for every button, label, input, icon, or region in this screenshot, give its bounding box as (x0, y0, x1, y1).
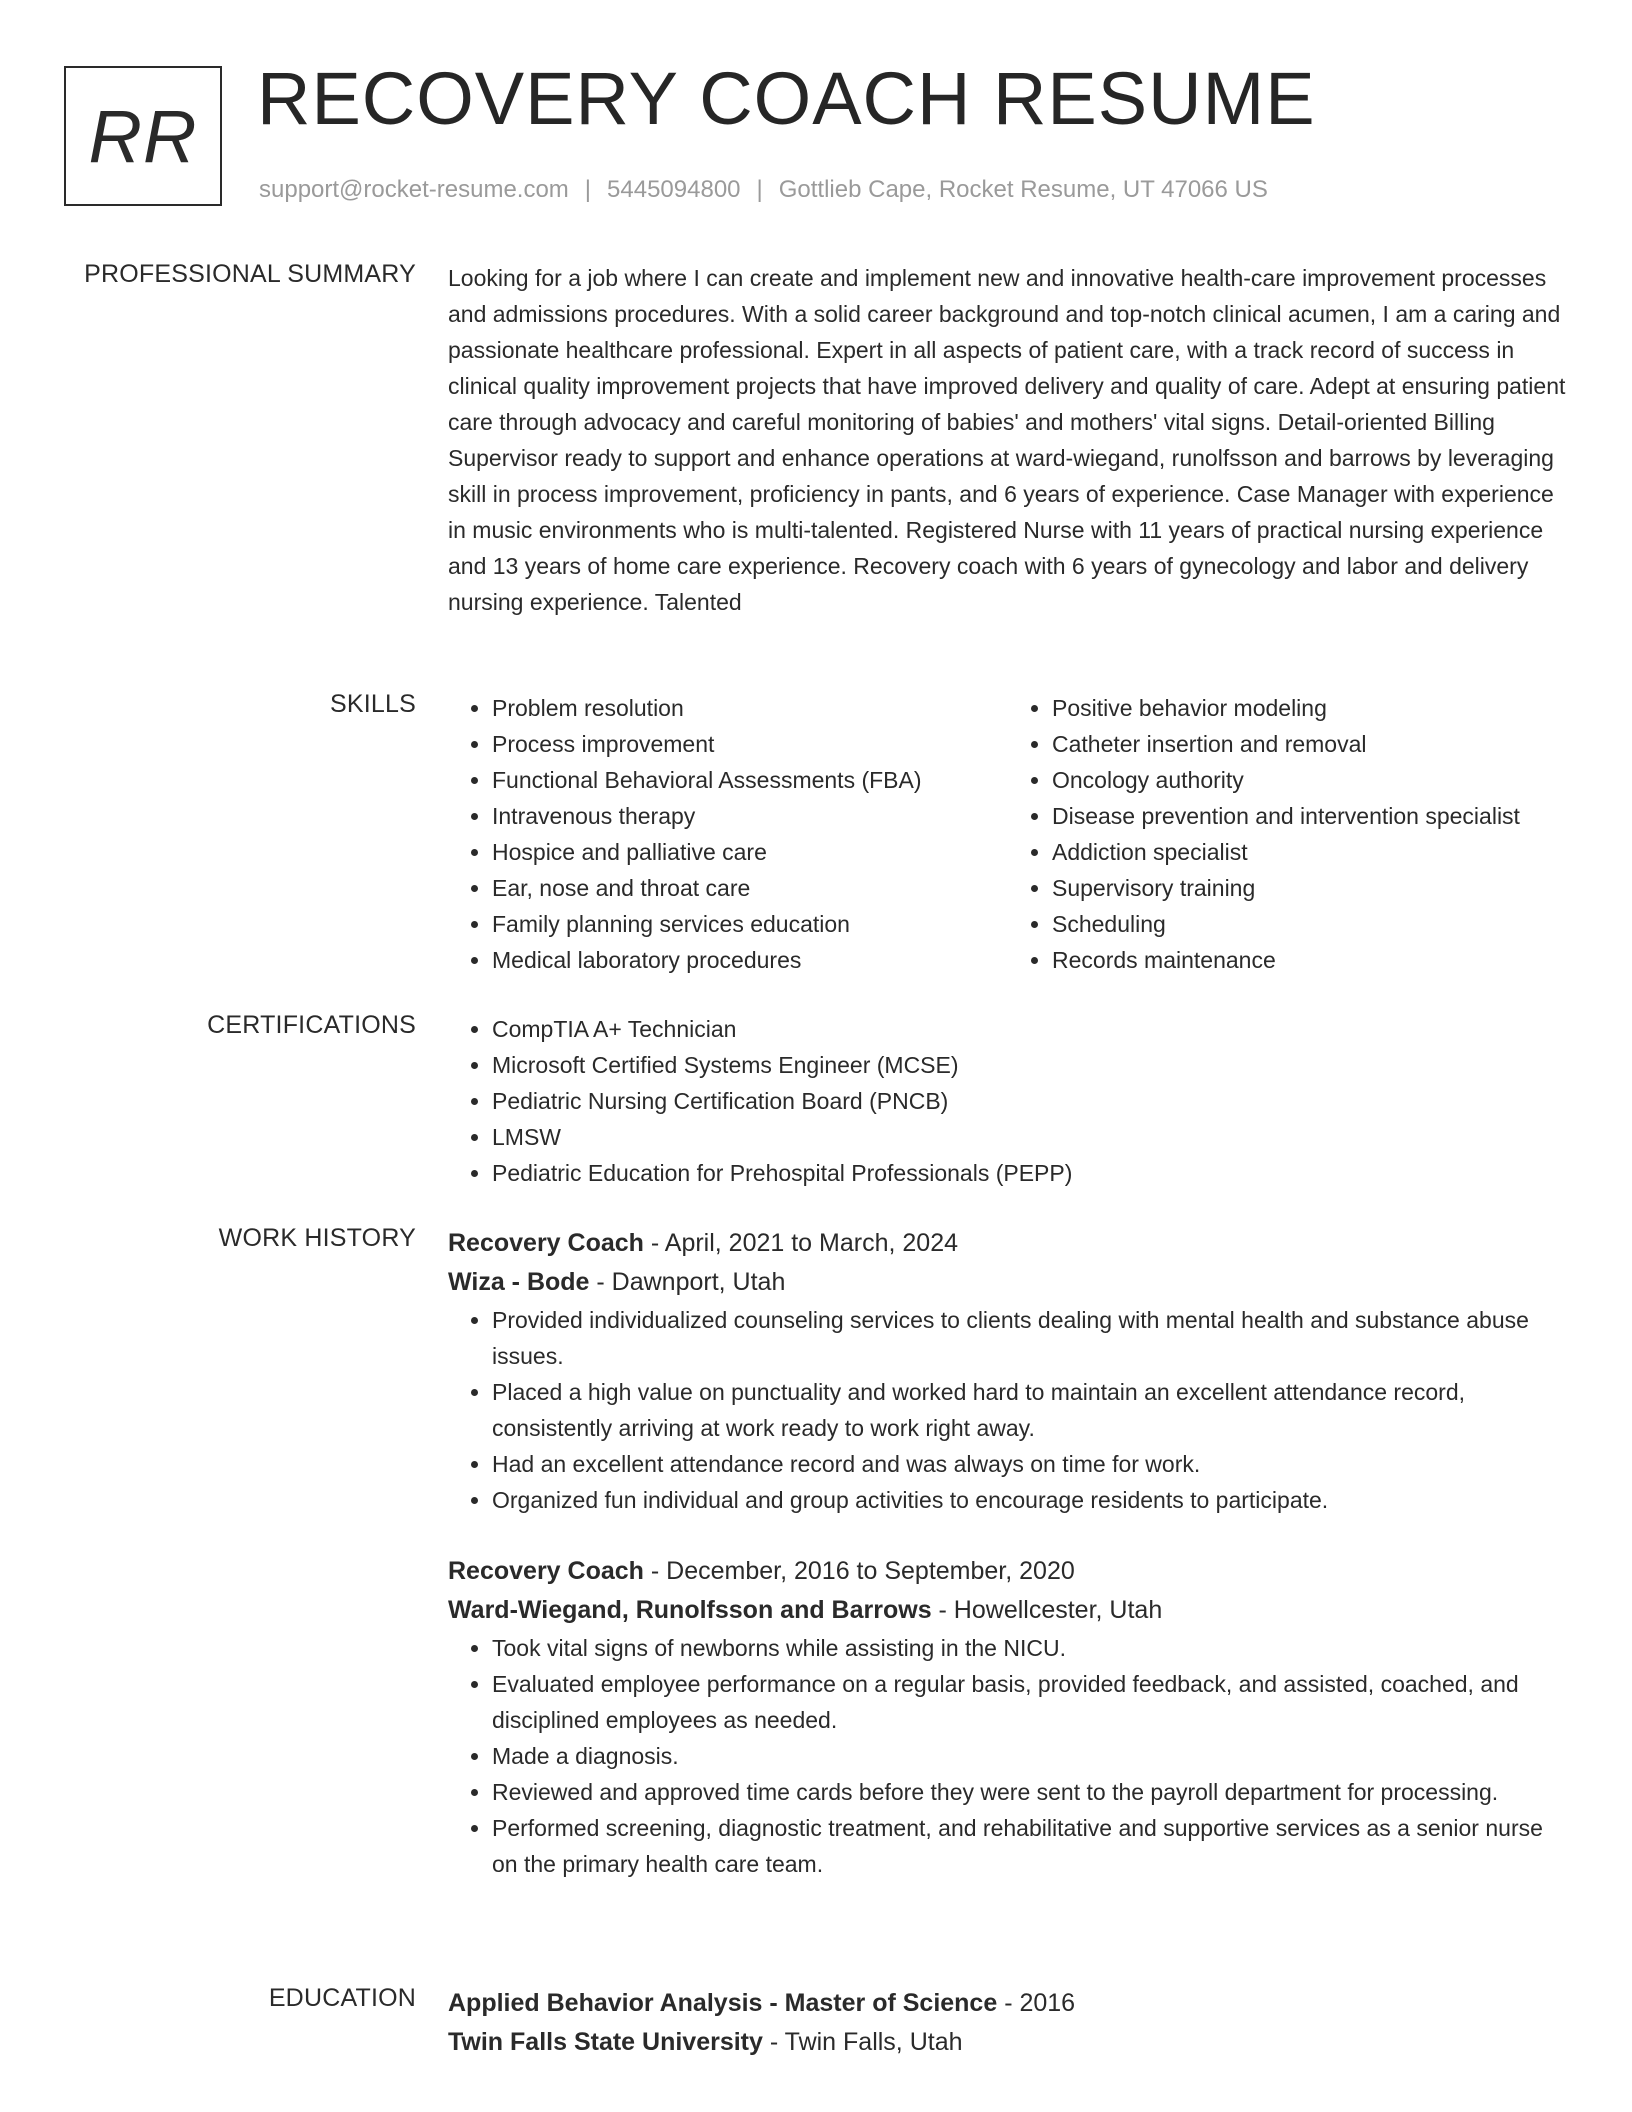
job-bullets (448, 1302, 1568, 1518)
job-entry (448, 1552, 1568, 1882)
job-title-line (448, 1224, 1568, 1263)
section-label-skills: SKILLS (330, 690, 416, 718)
skill-item: • Supervisory training (1052, 870, 1568, 906)
job-bullet: • Evaluated employee performance on a regular basis, provided feedback, and assisted, coached, and disciplined employees as needed. (492, 1666, 1568, 1738)
contact-separator: | (756, 176, 763, 203)
skill-item: • Hospice and palliative care (492, 834, 1008, 870)
contact-line (259, 176, 1268, 204)
job-bullet: • Made a diagnosis. (492, 1738, 1568, 1774)
skill-item: • Oncology authority (1052, 762, 1568, 798)
skill-item: • Functional Behavioral Assessments (FBA) (492, 762, 1008, 798)
job-bullet: • Took vital signs of newborns while assisting in the NICU. (492, 1630, 1568, 1666)
skill-item: • Catheter insertion and removal (1052, 726, 1568, 762)
job-entry (448, 1224, 1568, 1518)
skill-item: • Records maintenance (1052, 942, 1568, 978)
contact-address: Gottlieb Cape, Rocket Resume, UT 47066 US (778, 176, 1268, 203)
certification-item: • LMSW (492, 1119, 1568, 1155)
education-degree: Applied Behavior Analysis - Master of Science (448, 1989, 998, 2017)
monogram-logo: RR (64, 66, 222, 206)
education-school-line (448, 2023, 1568, 2062)
certification-item: • Microsoft Certified Systems Engineer (MCSE) (492, 1047, 1568, 1083)
section-label-certifications: CERTIFICATIONS (207, 1011, 416, 1039)
certification-item: • CompTIA A+ Technician (492, 1011, 1568, 1047)
summary-text: Looking for a job where I can create and implement new and innovative health-care improvement processes and admissions procedures. With a solid career background and top-notch clinical acumen, I am a caring and passionate healthcare professional. Expert in all aspects of patient care, with a track record of success in clinical quality improvement projects that have improved delivery and quality of care. Adept at ensuring patient care through advocacy and careful monitoring of babies' and mothers' vital signs. Detail-oriented Billing Supervisor ready to support and enhance operations at ward-wiegand, runolfsson and barrows by leveraging skill in process improvement, proficiency in pants, and 6 years of experience. Case Manager with experience in music environments who is multi-talented. Registered Nurse with 11 years of practical nursing experience and 13 years of home care experience. Recovery coach with 6 years of gynecology and labor and delivery nursing experience. Talented (448, 265, 1566, 615)
job-company-line (448, 1263, 1568, 1302)
skill-item: • Process improvement (492, 726, 1008, 762)
skill-item: • Scheduling (1052, 906, 1568, 942)
skill-item: • Family planning services education (492, 906, 1008, 942)
job-bullet: • Organized fun individual and group activities to encourage residents to participate. (492, 1482, 1568, 1518)
education-year: - 2016 (997, 1989, 1076, 2017)
section-label-work: WORK HISTORY (218, 1224, 416, 1252)
skill-item: • Disease prevention and intervention specialist (1052, 798, 1568, 834)
contact-phone: 5445094800 (607, 176, 741, 203)
job-bullet: • Reviewed and approved time cards before they were sent to the payroll department for processing. (492, 1774, 1568, 1810)
skill-item: • Ear, nose and throat care (492, 870, 1008, 906)
skill-item: • Intravenous therapy (492, 798, 1008, 834)
skills-list-right (1008, 690, 1568, 978)
skill-item: • Medical laboratory procedures (492, 942, 1008, 978)
skills-list-left (448, 690, 1008, 978)
job-location: - Dawnport, Utah (589, 1268, 786, 1296)
certification-item: • Pediatric Nursing Certification Board (PNCB) (492, 1083, 1568, 1119)
job-bullet: • Provided individualized counseling services to clients dealing with mental health and substance abuse issues. (492, 1302, 1568, 1374)
section-label-education: EDUCATION (268, 1984, 416, 2012)
education-school: Twin Falls State University (448, 2028, 763, 2056)
contact-separator: | (584, 176, 592, 203)
page-title: RECOVERY COACH RESUME (257, 57, 1316, 140)
education-degree-line (448, 1984, 1568, 2023)
job-title: Recovery Coach (448, 1557, 644, 1585)
certification-item: • Pediatric Education for Prehospital Professionals (PEPP) (492, 1155, 1568, 1191)
job-company-line (448, 1591, 1568, 1630)
job-bullet: • Placed a high value on punctuality and worked hard to maintain an excellent attendance record, consistently arriving at work ready to work right away. (492, 1374, 1568, 1446)
job-location: - Howellcester, Utah (931, 1596, 1163, 1624)
skill-item: • Positive behavior modeling (1052, 690, 1568, 726)
certifications-list (448, 1011, 1568, 1191)
education-list (448, 1984, 1568, 2062)
education-location: - Twin Falls, Utah (762, 2028, 963, 2056)
job-dates: - April, 2021 to March, 2024 (643, 1229, 958, 1257)
skill-item: • Addiction specialist (1052, 834, 1568, 870)
job-bullet: • Had an excellent attendance record and was always on time for work. (492, 1446, 1568, 1482)
job-bullets (448, 1630, 1568, 1882)
job-title: Recovery Coach (448, 1229, 644, 1257)
skill-item: • Problem resolution (492, 690, 1008, 726)
job-bullet: • Performed screening, diagnostic treatment, and rehabilitative and supportive services as a senior nurse on the primary health care team. (492, 1810, 1568, 1882)
work-list (448, 1224, 1568, 1882)
job-company: Ward-Wiegand, Runolfsson and Barrows (448, 1596, 932, 1624)
job-dates: - December, 2016 to September, 2020 (643, 1557, 1075, 1585)
contact-email: support@rocket-resume.com (259, 176, 569, 203)
job-company: Wiza - Bode (448, 1268, 590, 1296)
section-label-summary: PROFESSIONAL SUMMARY (84, 260, 416, 288)
job-title-line (448, 1552, 1568, 1591)
